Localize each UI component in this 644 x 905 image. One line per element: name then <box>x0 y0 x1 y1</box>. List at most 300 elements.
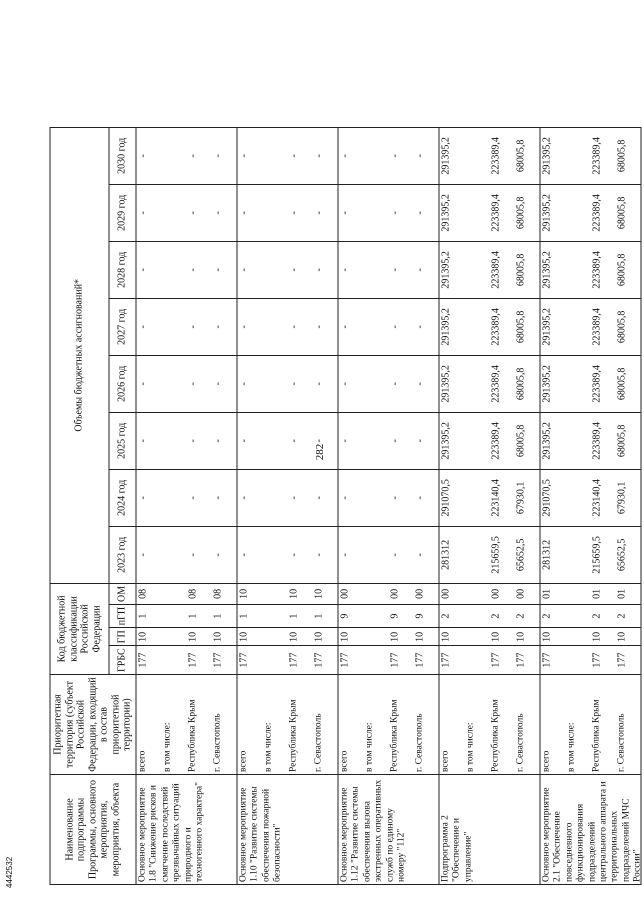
row-code <box>465 583 490 604</box>
row-code: 9 <box>389 604 414 627</box>
row-value: 223389,4 <box>490 355 515 412</box>
row-value: - <box>338 526 364 583</box>
row-value <box>465 412 490 469</box>
row-code: 177 <box>515 646 541 675</box>
row-code: 10 <box>414 628 440 646</box>
row-value: 68005,8 <box>515 127 541 184</box>
header-territory: Приоритетная территория (субъект Российской Федерации, входящий в состав приоритетной территории) <box>50 675 136 775</box>
row-value <box>263 412 288 469</box>
row-value: - <box>212 298 238 355</box>
row-value <box>263 298 288 355</box>
header-name: Наименование подпрограммы Программы, основного мероприятия, мероприятия, объекта <box>50 775 136 885</box>
row-value: - <box>414 127 440 184</box>
header-code-group: Код бюджетной классификации Российской Федерации <box>50 583 109 674</box>
row-value <box>364 526 389 583</box>
row-value <box>566 469 591 526</box>
row-value <box>364 469 389 526</box>
table-row <box>566 127 591 884</box>
row-value: 223389,4 <box>591 127 616 184</box>
row-value: - <box>212 412 238 469</box>
row-value: 215659,5 <box>490 526 515 583</box>
row-code: 10 <box>616 628 642 646</box>
row-code: 01 <box>616 583 642 604</box>
row-value: - <box>237 469 263 526</box>
row-value: - <box>389 298 414 355</box>
row-code: 177 <box>389 646 414 675</box>
row-code <box>566 628 591 646</box>
row-value <box>263 469 288 526</box>
table-row <box>212 127 238 884</box>
row-code <box>364 628 389 646</box>
row-value: 223140,4 <box>591 469 616 526</box>
row-value <box>465 241 490 298</box>
row-value <box>263 127 288 184</box>
row-value: - <box>313 469 339 526</box>
row-value <box>263 355 288 412</box>
row-code: 00 <box>490 583 515 604</box>
row-value <box>162 355 187 412</box>
row-value: 223389,4 <box>490 412 515 469</box>
row-code: 9 <box>338 604 364 627</box>
row-value: - <box>237 127 263 184</box>
row-territory: в том числе: <box>566 675 591 775</box>
row-value: 68005,8 <box>616 412 642 469</box>
row-value: - <box>136 412 162 469</box>
row-value: - <box>414 469 440 526</box>
table-row <box>616 127 642 884</box>
row-value: - <box>237 184 263 241</box>
row-value: 68005,8 <box>515 184 541 241</box>
row-value: 65652,5 <box>616 526 642 583</box>
row-code: 1 <box>136 604 162 627</box>
budget-table <box>50 127 642 885</box>
row-value: 291395,2 <box>439 127 465 184</box>
row-territory: в том числе: <box>162 675 187 775</box>
row-code: 08 <box>212 583 238 604</box>
table-row <box>263 127 288 884</box>
row-value: 291395,2 <box>439 412 465 469</box>
row-value: - <box>136 355 162 412</box>
row-territory: г. Севастополь <box>313 675 339 775</box>
row-value: 223389,4 <box>591 355 616 412</box>
row-territory: в том числе: <box>263 675 288 775</box>
row-value <box>162 298 187 355</box>
row-code: 10 <box>136 628 162 646</box>
row-value: 68005,8 <box>616 241 642 298</box>
row-code: 177 <box>338 646 364 675</box>
row-code: 1 <box>187 604 212 627</box>
row-value <box>364 412 389 469</box>
row-code <box>162 646 187 675</box>
document-code: 4442532 <box>5 856 14 888</box>
row-value: - <box>212 469 238 526</box>
row-value <box>566 241 591 298</box>
row-value: 68005,8 <box>515 412 541 469</box>
rotated-page <box>24 13 643 891</box>
row-value <box>162 241 187 298</box>
row-value <box>162 469 187 526</box>
row-territory: Республика Крым <box>490 675 515 775</box>
row-territory: Республика Крым <box>187 675 212 775</box>
row-value: - <box>338 355 364 412</box>
row-name <box>540 775 643 885</box>
row-territory: г. Севастополь <box>414 675 440 775</box>
row-value: - <box>389 127 414 184</box>
row-value <box>566 298 591 355</box>
row-code: 177 <box>616 646 642 675</box>
row-code <box>465 604 490 627</box>
row-code: 10 <box>540 628 566 646</box>
row-value: - <box>288 184 313 241</box>
row-code: 10 <box>187 628 212 646</box>
row-name <box>313 775 339 885</box>
row-value: - <box>237 412 263 469</box>
table-row <box>237 127 263 884</box>
row-value <box>162 412 187 469</box>
row-value: - <box>313 298 339 355</box>
row-territory: в том числе: <box>465 675 490 775</box>
row-territory: всего <box>540 675 566 775</box>
row-value: - <box>212 241 238 298</box>
row-value <box>364 355 389 412</box>
row-value: 68005,8 <box>616 127 642 184</box>
header-code-col: ГРБС <box>109 646 136 675</box>
row-value: - <box>136 241 162 298</box>
table-row <box>288 127 313 884</box>
row-territory: Республика Крым <box>591 675 616 775</box>
row-code: 177 <box>439 646 465 675</box>
row-code: 10 <box>237 628 263 646</box>
row-name <box>212 775 238 885</box>
row-code: 177 <box>136 646 162 675</box>
row-value <box>364 184 389 241</box>
row-code: 177 <box>237 646 263 675</box>
row-code: 10 <box>591 628 616 646</box>
row-value: - <box>338 184 364 241</box>
row-territory: г. Севастополь <box>515 675 541 775</box>
row-code: 2 <box>515 604 541 627</box>
table-row <box>364 127 389 884</box>
row-code: 10 <box>237 583 263 604</box>
row-value: 67930,1 <box>515 469 541 526</box>
row-code: 01 <box>591 583 616 604</box>
row-territory: всего <box>136 675 162 775</box>
row-value <box>162 127 187 184</box>
table-row <box>389 127 414 884</box>
table-row <box>414 127 440 884</box>
row-value: - <box>187 469 212 526</box>
row-value: - <box>212 184 238 241</box>
table-row <box>490 127 515 884</box>
table-row <box>515 127 541 884</box>
row-value: 68005,8 <box>616 355 642 412</box>
row-name-text: Подпрограмма 2 "Обеспечение и управление" <box>440 815 474 882</box>
row-value: - <box>389 526 414 583</box>
row-value: 291395,2 <box>439 355 465 412</box>
row-code <box>162 583 187 604</box>
row-value: - <box>389 355 414 412</box>
row-value: - <box>313 127 339 184</box>
row-value: - <box>414 526 440 583</box>
row-territory: Республика Крым <box>389 675 414 775</box>
table-row <box>136 127 162 884</box>
row-code <box>364 583 389 604</box>
row-value: 223389,4 <box>490 298 515 355</box>
row-value: - <box>187 355 212 412</box>
row-value: 65652,5 <box>515 526 541 583</box>
row-value: 291395,2 <box>540 412 566 469</box>
row-code: 10 <box>490 628 515 646</box>
row-value <box>566 412 591 469</box>
row-code: 9 <box>414 604 440 627</box>
row-code <box>263 628 288 646</box>
row-value: - <box>187 526 212 583</box>
row-value: - <box>187 184 212 241</box>
table-body <box>136 127 641 884</box>
row-value: - <box>389 241 414 298</box>
row-value: 68005,8 <box>515 355 541 412</box>
header-code-col: пГП <box>109 604 136 627</box>
row-value: 68005,8 <box>515 298 541 355</box>
page-number: 282 <box>314 443 326 461</box>
row-value <box>566 127 591 184</box>
row-code: 01 <box>540 583 566 604</box>
row-value <box>465 355 490 412</box>
row-code <box>162 628 187 646</box>
row-code: 10 <box>389 628 414 646</box>
row-name-text: Основное мероприятие 1.8 "Снижение рисков и смягчение последствий чрезвычайных ситуаций природного и техногенного характера" <box>137 781 205 882</box>
header-code-col: ОМ <box>109 583 136 604</box>
row-value: - <box>414 241 440 298</box>
row-value: - <box>288 412 313 469</box>
table-row <box>591 127 616 884</box>
row-code <box>465 628 490 646</box>
row-name-text: Основное мероприятие 1.12 "Развитие системы обеспечения вызова экстренных оперативных служб по единому номеру "112" <box>339 779 407 882</box>
row-value: - <box>237 526 263 583</box>
row-value: 223389,4 <box>591 241 616 298</box>
row-code <box>465 646 490 675</box>
row-value: - <box>313 355 339 412</box>
header-year: 2026 год <box>109 355 136 412</box>
row-name <box>136 775 205 885</box>
row-code: 00 <box>338 583 364 604</box>
row-code: 10 <box>212 628 238 646</box>
row-code: 2 <box>591 604 616 627</box>
row-value: 68005,8 <box>616 184 642 241</box>
header-volume-group: Объемы бюджетных ассигнований* <box>50 127 109 583</box>
row-value: 281312 <box>540 526 566 583</box>
row-code: 177 <box>288 646 313 675</box>
row-value: 291395,2 <box>540 241 566 298</box>
row-code <box>364 646 389 675</box>
row-value: - <box>187 412 212 469</box>
row-name-text: Основное мероприятие 1.10 "Развитие системы обеспечения пожарной безопасности" <box>238 786 283 882</box>
row-code: 10 <box>515 628 541 646</box>
row-value: - <box>288 526 313 583</box>
row-value: - <box>136 526 162 583</box>
row-code: 1 <box>313 604 339 627</box>
row-code: 177 <box>212 646 238 675</box>
row-name-text: Основное мероприятие 2.1 "Обеспечение повседневного функционирования подразделений центрального аппарата и территориальных подразделений МЧС России" <box>541 781 643 882</box>
row-value: 291070,5 <box>439 469 465 526</box>
table-row <box>162 127 187 884</box>
row-code: 2 <box>540 604 566 627</box>
row-code: 10 <box>338 628 364 646</box>
header-year: 2023 год <box>109 526 136 583</box>
row-value: - <box>288 241 313 298</box>
row-value: 68005,8 <box>515 241 541 298</box>
row-territory: всего <box>237 675 263 775</box>
row-code: 00 <box>515 583 541 604</box>
row-value: - <box>288 469 313 526</box>
row-name <box>490 775 515 885</box>
row-code: 00 <box>389 583 414 604</box>
row-value: - <box>313 412 339 469</box>
row-value: 291395,2 <box>439 241 465 298</box>
row-value: - <box>136 127 162 184</box>
table-row <box>187 127 212 884</box>
row-value: - <box>414 355 440 412</box>
row-value: 291070,5 <box>540 469 566 526</box>
row-code: 10 <box>313 583 339 604</box>
row-value: - <box>389 184 414 241</box>
row-code: 2 <box>439 604 465 627</box>
table-row <box>313 127 339 884</box>
row-code <box>263 583 288 604</box>
row-value: 291395,2 <box>540 127 566 184</box>
row-value: - <box>338 241 364 298</box>
table-row <box>540 127 566 884</box>
row-value: - <box>288 127 313 184</box>
row-territory: всего <box>338 675 364 775</box>
row-value: - <box>414 298 440 355</box>
row-value: 291395,2 <box>540 355 566 412</box>
row-value: 68005,8 <box>616 298 642 355</box>
row-value <box>465 526 490 583</box>
row-value: - <box>414 184 440 241</box>
row-code: 10 <box>288 583 313 604</box>
row-value: 67930,1 <box>616 469 642 526</box>
row-value <box>566 526 591 583</box>
row-code: 177 <box>591 646 616 675</box>
row-value: - <box>237 355 263 412</box>
row-value: - <box>313 526 339 583</box>
row-code <box>566 583 591 604</box>
row-code: 10 <box>288 628 313 646</box>
row-value: - <box>212 127 238 184</box>
row-value: 223389,4 <box>591 298 616 355</box>
row-code: 177 <box>490 646 515 675</box>
row-value <box>263 241 288 298</box>
row-value: 215659,5 <box>591 526 616 583</box>
row-name <box>414 775 440 885</box>
row-code: 177 <box>187 646 212 675</box>
row-code <box>263 604 288 627</box>
row-value <box>566 184 591 241</box>
row-code <box>162 604 187 627</box>
row-code: 1 <box>237 604 263 627</box>
row-name <box>515 775 541 885</box>
row-value: - <box>389 412 414 469</box>
row-value: - <box>338 127 364 184</box>
row-name <box>288 775 313 885</box>
row-code: 00 <box>439 583 465 604</box>
row-value: - <box>187 298 212 355</box>
table-row <box>439 127 465 884</box>
row-value: - <box>136 298 162 355</box>
row-value: - <box>237 298 263 355</box>
row-code: 2 <box>616 604 642 627</box>
row-code: 177 <box>414 646 440 675</box>
row-territory: г. Севастополь <box>212 675 238 775</box>
row-value: - <box>136 469 162 526</box>
row-value: 291395,2 <box>439 184 465 241</box>
row-value: - <box>313 184 339 241</box>
row-territory: в том числе: <box>364 675 389 775</box>
row-value: 223389,4 <box>490 184 515 241</box>
row-value: - <box>414 412 440 469</box>
row-value <box>465 298 490 355</box>
row-value: - <box>288 298 313 355</box>
row-value <box>465 184 490 241</box>
row-code: 2 <box>490 604 515 627</box>
row-value <box>364 127 389 184</box>
row-value: - <box>212 526 238 583</box>
row-value <box>263 526 288 583</box>
row-code <box>263 646 288 675</box>
row-value: - <box>313 241 339 298</box>
row-value: - <box>187 127 212 184</box>
row-value <box>566 355 591 412</box>
row-name <box>237 775 283 885</box>
header-year: 2029 год <box>109 184 136 241</box>
row-value: 223389,4 <box>591 412 616 469</box>
row-value: - <box>237 241 263 298</box>
row-value: 291395,2 <box>540 298 566 355</box>
row-code: 177 <box>313 646 339 675</box>
header-year: 2030 год <box>109 127 136 184</box>
row-code: 10 <box>313 628 339 646</box>
header-year: 2027 год <box>109 298 136 355</box>
header-code-col: ГП <box>109 628 136 646</box>
header-year: 2024 год <box>109 469 136 526</box>
row-code <box>364 604 389 627</box>
row-code: 10 <box>439 628 465 646</box>
row-value <box>364 241 389 298</box>
row-code <box>566 646 591 675</box>
row-value <box>465 127 490 184</box>
row-value: - <box>187 241 212 298</box>
row-code: 1 <box>212 604 238 627</box>
row-value <box>162 526 187 583</box>
row-value: 223389,4 <box>490 127 515 184</box>
row-code: 08 <box>187 583 212 604</box>
row-code: 08 <box>136 583 162 604</box>
row-name <box>439 775 474 885</box>
header-year: 2028 год <box>109 241 136 298</box>
row-value: 291395,2 <box>540 184 566 241</box>
row-code: 1 <box>288 604 313 627</box>
row-value: - <box>288 355 313 412</box>
row-value: - <box>136 184 162 241</box>
row-value: 291395,2 <box>439 298 465 355</box>
row-name <box>338 775 407 885</box>
row-value <box>263 184 288 241</box>
row-code <box>566 604 591 627</box>
row-value: - <box>212 355 238 412</box>
row-territory: Республика Крым <box>288 675 313 775</box>
row-value <box>162 184 187 241</box>
